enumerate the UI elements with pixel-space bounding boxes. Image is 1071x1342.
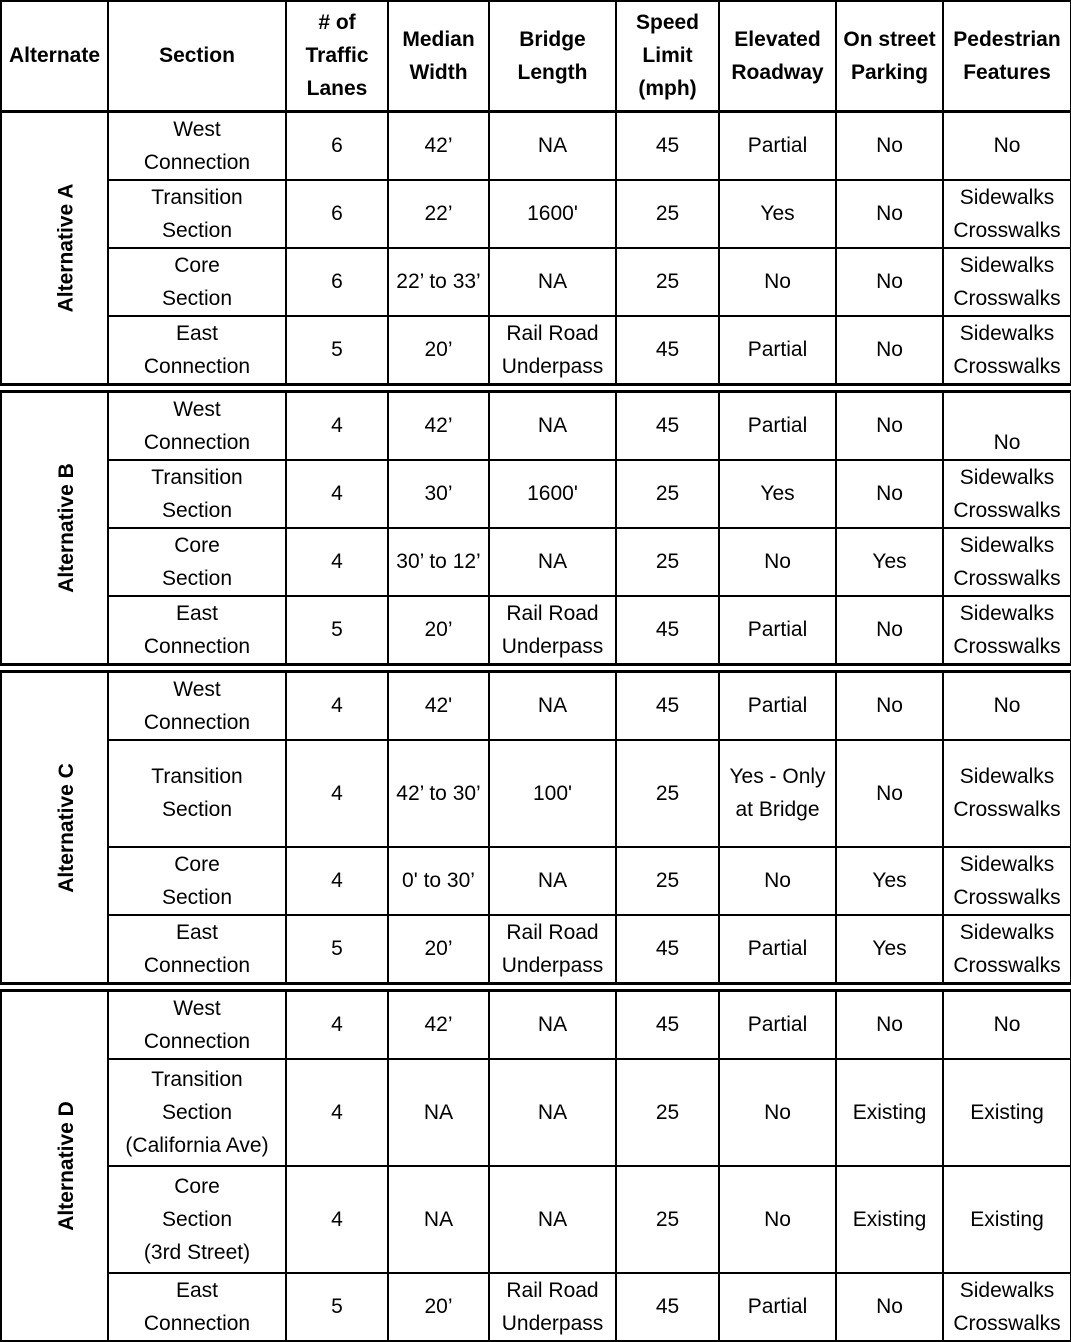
on-street-parking-cell: No (836, 460, 943, 528)
alternative-label-cell (1, 388, 108, 668)
elevated-roadway-cell-line: No (764, 1207, 791, 1231)
pedestrian-features-cell (943, 460, 1071, 528)
traffic-lanes-cell: 4 (286, 460, 388, 528)
section-cell-line: Connection (143, 150, 251, 174)
bridge-length-cell-line: NA (537, 694, 568, 717)
elevated-roadway-cell-line: Partial (747, 937, 808, 960)
pedestrian-features-cell-line: Sidewalks (959, 533, 1055, 557)
section-cell-line: West (173, 996, 221, 1020)
pedestrian-features-cell-line: Sidewalks (959, 185, 1055, 209)
median-width-cell: 0' to 30’ (388, 847, 489, 915)
section-cell (108, 1273, 286, 1341)
section-cell-line: Connection (143, 634, 251, 658)
on-street-parking-cell: Yes (836, 915, 943, 987)
section-cell-line: Section (161, 885, 233, 909)
pedestrian-features-cell-line: Crosswalks (953, 885, 1061, 909)
bridge-length-cell-line: Underpass (501, 634, 604, 658)
pedestrian-features-cell (943, 596, 1071, 668)
bridge-length-cell (489, 180, 616, 248)
section-cell-line: Section (161, 218, 233, 242)
header-median-width: Median Width (388, 1, 489, 111)
pedestrian-features-cell-line: Sidewalks (959, 765, 1055, 788)
median-width-cell: 30’ to 12’ (388, 528, 489, 596)
elevated-roadway-cell-line: No (764, 1100, 791, 1124)
pedestrian-features-cell (943, 248, 1071, 316)
elevated-roadway-cell (719, 668, 836, 740)
elevated-roadway-cell (719, 1059, 836, 1166)
bridge-length-cell-line: Rail Road (506, 920, 599, 944)
speed-limit-cell: 45 (616, 316, 719, 388)
table-row (1, 388, 1071, 460)
elevated-roadway-cell (719, 1273, 836, 1341)
elevated-roadway-cell (719, 987, 836, 1059)
bridge-length-cell (489, 740, 616, 847)
speed-limit-cell: 25 (616, 248, 719, 316)
speed-limit-cell: 25 (616, 460, 719, 528)
bridge-length-cell-line: NA (537, 134, 568, 157)
table-row (1, 316, 1071, 388)
elevated-roadway-cell-line: at Bridge (735, 798, 820, 821)
pedestrian-features-cell-line: No (993, 134, 1021, 157)
alternative-group (1, 388, 1071, 668)
on-street-parking-cell: No (836, 111, 943, 180)
speed-limit-cell: 45 (616, 1273, 719, 1341)
section-cell (108, 316, 286, 388)
bridge-length-cell (489, 528, 616, 596)
section-cell (108, 528, 286, 596)
table-row (1, 987, 1071, 1059)
traffic-lanes-cell: 4 (286, 528, 388, 596)
on-street-parking-cell: No (836, 316, 943, 388)
pedestrian-features-cell-line: Crosswalks (953, 1311, 1061, 1335)
section-cell-line: Connection (143, 1311, 251, 1335)
on-street-parking-cell: No (836, 248, 943, 316)
bridge-length-cell-line: 1600' (527, 482, 578, 505)
on-street-parking-cell: No (836, 596, 943, 668)
speed-limit-cell: 45 (616, 668, 719, 740)
bridge-length-cell (489, 915, 616, 987)
speed-limit-cell: 25 (616, 528, 719, 596)
pedestrian-features-cell-line: Crosswalks (953, 218, 1061, 242)
section-cell-line: East (175, 321, 219, 345)
bridge-length-cell-line: Rail Road (506, 321, 599, 345)
traffic-lanes-cell: 4 (286, 668, 388, 740)
median-width-cell: 20’ (388, 1273, 489, 1341)
section-cell-line: Section (161, 566, 233, 590)
elevated-roadway-cell-line: Partial (747, 694, 808, 717)
speed-limit-cell: 45 (616, 111, 719, 180)
alternative-group (1, 111, 1071, 388)
pedestrian-features-cell (943, 740, 1071, 847)
section-cell-line: East (175, 601, 219, 625)
bridge-length-cell-line: NA (537, 869, 568, 892)
bridge-length-cell (489, 388, 616, 460)
elevated-roadway-cell (719, 596, 836, 668)
pedestrian-features-cell-line: No (993, 1013, 1021, 1036)
bridge-length-cell (489, 1059, 616, 1166)
pedestrian-features-cell-line: Sidewalks (959, 465, 1055, 489)
section-cell-line: Transition (151, 185, 243, 209)
elevated-roadway-cell-line: No (764, 869, 791, 892)
on-street-parking-cell: Existing (836, 1059, 943, 1166)
bridge-length-cell-line: 1600' (527, 202, 578, 225)
on-street-parking-cell: No (836, 180, 943, 248)
elevated-roadway-cell-line: Partial (747, 134, 808, 157)
bridge-length-cell-line: NA (537, 1013, 568, 1036)
elevated-roadway-cell-line: No (764, 550, 791, 573)
on-street-parking-cell: Yes (836, 528, 943, 596)
section-cell-line: Connection (143, 953, 251, 977)
section-cell-line: Connection (143, 354, 251, 378)
pedestrian-features-cell (943, 847, 1071, 915)
speed-limit-cell: 25 (616, 1059, 719, 1166)
pedestrian-features-cell-line: Sidewalks (959, 852, 1055, 876)
bridge-length-cell (489, 987, 616, 1059)
alternative-label: Alternative D (54, 1101, 78, 1231)
elevated-roadway-cell (719, 111, 836, 180)
bridge-length-cell-line: NA (537, 270, 568, 293)
pedestrian-features-cell-line: Crosswalks (953, 566, 1061, 590)
header-section: Section (108, 1, 286, 111)
pedestrian-features-cell-line: No (993, 694, 1021, 717)
table-row (1, 1166, 1071, 1273)
section-cell-line: Section (161, 1100, 233, 1124)
section-cell (108, 388, 286, 460)
section-cell-line: West (173, 117, 221, 141)
pedestrian-features-cell (943, 1166, 1071, 1273)
header-bridge-length: Bridge Length (489, 1, 616, 111)
header-alternate: Alternate (1, 1, 108, 111)
header-on-street-parking: On street Parking (836, 1, 943, 111)
alternative-label-cell (1, 987, 108, 1341)
table-row (1, 248, 1071, 316)
traffic-lanes-cell: 4 (286, 987, 388, 1059)
table-row (1, 1059, 1071, 1166)
pedestrian-features-cell (943, 915, 1071, 987)
section-cell-line: Core (174, 1174, 220, 1198)
pedestrian-features-cell (943, 111, 1071, 180)
elevated-roadway-cell (719, 316, 836, 388)
median-width-cell: 42' (388, 668, 489, 740)
pedestrian-features-cell-line: No (993, 430, 1021, 454)
pedestrian-features-cell-line: Sidewalks (959, 920, 1055, 944)
bridge-length-cell (489, 460, 616, 528)
traffic-lanes-cell: 5 (286, 596, 388, 668)
section-cell (108, 1059, 286, 1166)
pedestrian-features-cell-line: Crosswalks (953, 498, 1061, 522)
pedestrian-features-cell-line: Crosswalks (953, 634, 1061, 658)
speed-limit-cell: 45 (616, 596, 719, 668)
section-cell-line: Section (161, 798, 233, 821)
median-width-cell: 42’ to 30’ (388, 740, 489, 847)
elevated-roadway-cell-line: Partial (747, 618, 808, 641)
section-cell (108, 111, 286, 180)
section-cell-line: Transition (151, 465, 243, 489)
bridge-length-cell-line: Rail Road (506, 1278, 599, 1302)
elevated-roadway-cell-line: Partial (747, 338, 808, 361)
pedestrian-features-cell (943, 528, 1071, 596)
bridge-length-cell (489, 596, 616, 668)
table-row (1, 1273, 1071, 1341)
alternative-label-cell (1, 111, 108, 388)
bridge-length-cell (489, 111, 616, 180)
median-width-cell: 20’ (388, 915, 489, 987)
bridge-length-cell-line: Underpass (501, 953, 604, 977)
on-street-parking-cell: No (836, 1273, 943, 1341)
elevated-roadway-cell-line: Yes (760, 482, 795, 505)
elevated-roadway-cell (719, 388, 836, 460)
speed-limit-cell: 25 (616, 1166, 719, 1273)
header-row (1, 1, 1071, 111)
section-cell-line: Core (174, 852, 220, 876)
traffic-lanes-cell: 6 (286, 180, 388, 248)
section-cell (108, 460, 286, 528)
traffic-lanes-cell: 6 (286, 111, 388, 180)
pedestrian-features-cell (943, 316, 1071, 388)
elevated-roadway-cell (719, 740, 836, 847)
table-header (1, 1, 1071, 111)
traffic-lanes-cell: 6 (286, 248, 388, 316)
elevated-roadway-cell-line: Partial (747, 1013, 808, 1036)
bridge-length-cell (489, 668, 616, 740)
section-cell (108, 740, 286, 847)
pedestrian-features-cell-line: Crosswalks (953, 354, 1061, 378)
elevated-roadway-cell-line: Yes (760, 202, 795, 225)
bridge-length-cell-line: NA (537, 1207, 568, 1231)
traffic-lanes-cell: 4 (286, 740, 388, 847)
on-street-parking-cell: No (836, 388, 943, 460)
median-width-cell: 20’ (388, 596, 489, 668)
elevated-roadway-cell (719, 847, 836, 915)
elevated-roadway-cell-line: Partial (747, 1295, 808, 1318)
alternative-label: Alternative C (54, 762, 78, 893)
speed-limit-cell: 25 (616, 740, 719, 847)
median-width-cell: NA (388, 1166, 489, 1273)
pedestrian-features-cell-line: Sidewalks (959, 1278, 1055, 1302)
elevated-roadway-cell (719, 1166, 836, 1273)
alternative-group (1, 668, 1071, 987)
section-cell-line: Section (161, 286, 233, 310)
median-width-cell: 42’ (388, 388, 489, 460)
speed-limit-cell: 45 (616, 987, 719, 1059)
section-cell-line: Transition (151, 1067, 243, 1091)
section-cell-line: Section (161, 498, 233, 522)
on-street-parking-cell: Existing (836, 1166, 943, 1273)
traffic-lanes-cell: 4 (286, 1166, 388, 1273)
section-cell (108, 915, 286, 987)
section-cell-line: East (175, 1278, 219, 1302)
section-cell-line: Core (174, 533, 220, 557)
alternative-label-cell (1, 668, 108, 987)
section-cell-line: Core (174, 253, 220, 277)
traffic-lanes-cell: 4 (286, 847, 388, 915)
traffic-lanes-cell: 4 (286, 388, 388, 460)
pedestrian-features-cell (943, 1273, 1071, 1341)
traffic-lanes-cell: 5 (286, 1273, 388, 1341)
alternative-label: Alternative A (54, 183, 78, 313)
section-cell-line: (3rd Street) (143, 1240, 251, 1264)
pedestrian-features-cell-line: Crosswalks (953, 798, 1061, 821)
table-row (1, 528, 1071, 596)
bridge-length-cell-line: NA (537, 1100, 568, 1124)
pedestrian-features-cell (943, 1059, 1071, 1166)
median-width-cell: 22’ (388, 180, 489, 248)
section-cell-line: West (173, 677, 221, 701)
bridge-length-cell-line: 100' (532, 781, 573, 805)
section-cell (108, 987, 286, 1059)
speed-limit-cell: 45 (616, 388, 719, 460)
bridge-length-cell-line: Underpass (501, 1311, 604, 1335)
section-cell-line: (California Ave) (125, 1133, 269, 1157)
bridge-length-cell (489, 316, 616, 388)
median-width-cell: 42’ (388, 111, 489, 180)
section-cell-line: East (175, 920, 219, 944)
pedestrian-features-cell (943, 668, 1071, 740)
pedestrian-features-cell-line: Crosswalks (953, 953, 1061, 977)
header-speed-limit: Speed Limit (mph) (616, 1, 719, 111)
section-cell (108, 248, 286, 316)
table-row (1, 847, 1071, 915)
header-traffic-lanes: # of Traffic Lanes (286, 1, 388, 111)
speed-limit-cell: 25 (616, 847, 719, 915)
table-row (1, 180, 1071, 248)
pedestrian-features-cell (943, 388, 1071, 460)
median-width-cell: 20’ (388, 316, 489, 388)
median-width-cell: NA (388, 1059, 489, 1166)
elevated-roadway-cell (719, 460, 836, 528)
alternative-label: Alternative B (54, 463, 78, 593)
section-cell (108, 1166, 286, 1273)
bridge-length-cell-line: Underpass (501, 354, 604, 378)
elevated-roadway-cell (719, 248, 836, 316)
on-street-parking-cell: Yes (836, 847, 943, 915)
on-street-parking-cell: No (836, 740, 943, 847)
table-row (1, 668, 1071, 740)
header-pedestrian-features: Pedestrian Features (943, 1, 1071, 111)
bridge-length-cell-line: NA (537, 414, 568, 437)
pedestrian-features-cell (943, 180, 1071, 248)
elevated-roadway-cell (719, 915, 836, 987)
elevated-roadway-cell (719, 180, 836, 248)
elevated-roadway-cell-line: No (764, 270, 791, 293)
pedestrian-features-cell-line: Existing (970, 1207, 1044, 1231)
bridge-length-cell-line: NA (537, 550, 568, 573)
pedestrian-features-cell-line: Existing (970, 1100, 1044, 1124)
on-street-parking-cell: No (836, 668, 943, 740)
traffic-lanes-cell: 5 (286, 915, 388, 987)
bridge-length-cell (489, 847, 616, 915)
pedestrian-features-cell (943, 987, 1071, 1059)
section-cell-line: Connection (143, 710, 251, 734)
table-row (1, 111, 1071, 180)
table-row (1, 460, 1071, 528)
alternative-group (1, 987, 1071, 1341)
pedestrian-features-cell-line: Sidewalks (959, 601, 1055, 625)
section-cell-line: Connection (143, 430, 251, 454)
pedestrian-features-cell-line: Crosswalks (953, 286, 1061, 310)
section-cell-line: West (173, 397, 221, 421)
section-cell (108, 847, 286, 915)
traffic-lanes-cell: 4 (286, 1059, 388, 1166)
bridge-length-cell (489, 248, 616, 316)
table-row (1, 740, 1071, 847)
section-cell (108, 596, 286, 668)
section-cell (108, 668, 286, 740)
traffic-lanes-cell: 5 (286, 316, 388, 388)
bridge-length-cell (489, 1166, 616, 1273)
median-width-cell: 30’ (388, 460, 489, 528)
bridge-length-cell (489, 1273, 616, 1341)
header-elevated-roadway: Elevated Roadway (719, 1, 836, 111)
elevated-roadway-cell (719, 528, 836, 596)
median-width-cell: 22’ to 33’ (388, 248, 489, 316)
section-cell-line: Section (161, 1207, 233, 1231)
pedestrian-features-cell-line: Sidewalks (959, 253, 1055, 277)
elevated-roadway-cell-line: Yes - Only (729, 765, 826, 788)
on-street-parking-cell: No (836, 987, 943, 1059)
pedestrian-features-cell-line: Sidewalks (959, 321, 1055, 345)
median-width-cell: 42’ (388, 987, 489, 1059)
table-row (1, 915, 1071, 987)
section-cell (108, 180, 286, 248)
bridge-length-cell-line: Rail Road (506, 601, 599, 625)
section-cell-line: Connection (143, 1029, 251, 1053)
speed-limit-cell: 25 (616, 180, 719, 248)
table-row (1, 596, 1071, 668)
elevated-roadway-cell-line: Partial (747, 414, 808, 437)
section-cell-line: Transition (151, 765, 243, 788)
speed-limit-cell: 45 (616, 915, 719, 987)
